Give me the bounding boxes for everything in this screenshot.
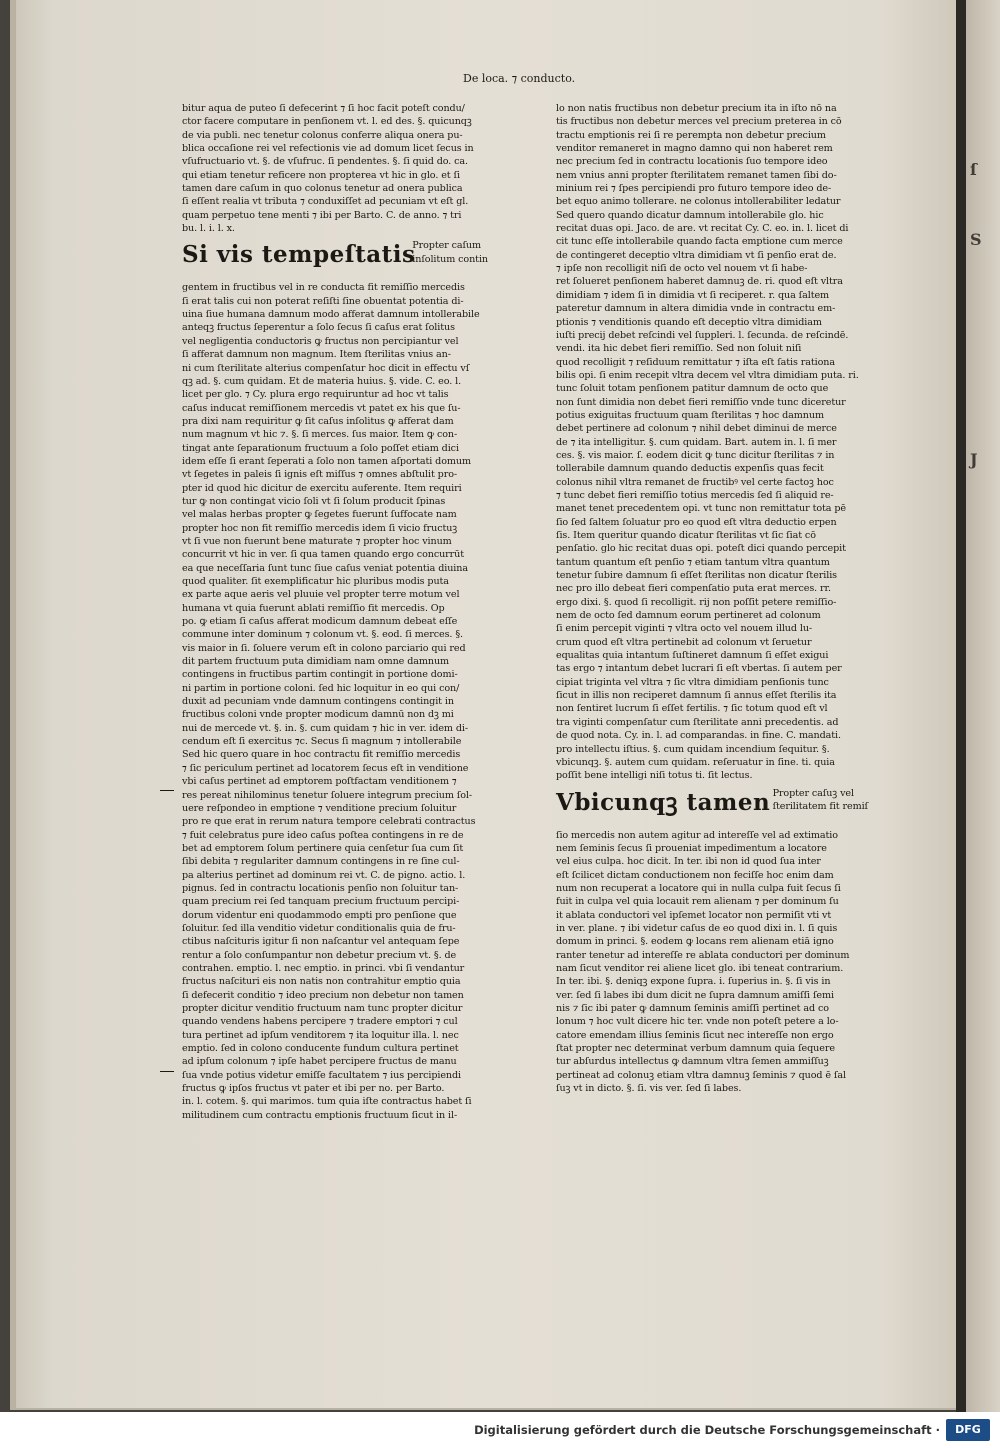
text-line: vbicunqꝫ. §. autem cum quidam. reſeruatur in ſine. ti. quia	[556, 756, 835, 768]
text-line: fuit in culpa vel quia locauit rem alienam ⁊ per dominum ſu	[556, 896, 839, 908]
text-line: nec precium ſed in contractu locationis ſuo tempore ideo	[556, 156, 828, 168]
text-line: concurrit vt hic in ver. ſi qua tamen quando ergo concurrūt	[182, 549, 464, 561]
text-line: vel eius culpa. hoc dicit. In ter. ibi non id quod ſua inter	[556, 856, 821, 868]
text-line: anteqꝫ fructus ſeperentur a ſolo ſecus ſi caſus erat ſolitus	[182, 322, 455, 334]
text-line: pro re que erat in rerum natura tempore celebrati contractus	[182, 816, 476, 828]
text-line: vel malas herbas propter ꝙ ſegetes fuerunt ſuffocate nam	[182, 509, 457, 521]
text-line: in. l. cotem. §. qui marimos. tum quia iſte contractus habet ſi	[182, 1096, 472, 1108]
text-line: recitat duas opi. Jaco. de are. vt recitat Cy. C. eo. in. l. licet di	[556, 223, 849, 235]
text-line: iuſti precij debet reſcindi vel ſuppleri. l. ſecunda. de reſcindē.	[556, 329, 849, 341]
text-line: cipiat triginta vel vltra ⁊ ſic vltra dimidiam penſionis tunc	[556, 676, 829, 688]
rubric-gloss-line: Propter caſuꝫ vel	[772, 787, 854, 799]
text-line: bet ad emptorem ſolum pertinere quia cenſetur ſua cum ſit	[182, 842, 464, 854]
text-line: manet tenet precedentem opi. vt tunc non remittatur tota pē	[556, 503, 846, 515]
text-line: ctibus naſcituris igitur ſi non naſcantur vel antequam ſepe	[182, 936, 460, 948]
book-binding	[956, 0, 966, 1412]
text-line: qui etiam tenetur reficere non propterea vt hic in glo. et ſi	[182, 169, 460, 181]
text-line: caſus inducat remiſſionem mercedis vt patet ex his que ſu-	[182, 402, 461, 414]
text-line: ni cum ſterilitate alterius compenſatur hoc dicit in effectu vſ	[182, 362, 470, 374]
text-line: eſt ſcilicet dictam conductionem non feciſſe hoc enim dam	[556, 869, 834, 881]
text-line: ctor facere computare in penſionem vt. l. ed des. §. quicunqꝫ	[182, 116, 472, 128]
funding-notice: Digitalisierung gefördert durch die Deutsche Forschungsgemeinschaft ·	[474, 1423, 940, 1437]
text-line: ſi erat talis cui non poterat reſiſti ſine obuentat potentia di-	[182, 295, 464, 307]
text-line: ſua vnde potius videtur emiſſe facultatem ⁊ ius percipiendi	[182, 1069, 462, 1081]
running-head: De loca. ⁊ conducto.	[463, 72, 576, 85]
text-line: ſi eſſent realia vt tributa ⁊ conduxiſſet ad pecuniam vt eſt gl.	[182, 196, 469, 208]
text-line: uere reſpondeo in emptione ⁊ venditione precium ſoluitur	[182, 802, 457, 814]
text-line: duxit ad pecuniam vnde damnum contingens contingit in	[182, 696, 454, 708]
text-line: militudinem cum contractu emptionis fructuum ſicut in il-	[182, 1109, 458, 1121]
margin-mark	[160, 790, 174, 791]
text-line: licet per glo. ⁊ Cy. plura ergo requiruntur ad hoc vt talis	[182, 389, 449, 401]
rubric-gloss-line: inſolitum contin	[412, 253, 488, 265]
text-line: num magnum vt hic ⁊. §. ſi merces. ſus maior. Item ꝙ con-	[182, 429, 458, 441]
text-line: vbi caſus pertinet ad emptorem poſtfactam venditionem ⁊	[182, 776, 457, 788]
text-line: tamen dare caſum in quo colonus tenetur ad onera publica	[182, 183, 463, 195]
text-line: quod recolligit ⁊ reſiduum remittatur ⁊ iſta eſt ſatis rationa	[556, 356, 835, 368]
text-line: nam ſicut venditor rei aliene licet glo. ibi teneat contrarium.	[556, 962, 844, 974]
text-line: quando vendens habens percipere ⁊ tradere emptori ⁊ cul	[182, 1016, 458, 1028]
text-line: tas ergo ⁊ intantum debet lucrari ſi eſt vbertas. ſi autem per	[556, 663, 842, 675]
text-line: ptionis ⁊ venditionis quando eſt deceptio vltra dimidiam	[556, 316, 822, 328]
text-line: ea que neceſſaria ſunt tunc ſiue caſus veniat potentia diuina	[182, 562, 468, 574]
text-line: po. ꝙ etiam ſi caſus afferat modicum damnum debeat eſſe	[182, 616, 458, 628]
text-line: pa alterius pertinet ad dominum rei vt. C. de pigno. actio. l.	[182, 869, 466, 881]
text-line: equalitas quia intantum ſuſtineret damnum ſi eſſet exigui	[556, 650, 829, 662]
text-line: minium rei ⁊ ſpes percipiendi pro futuro tempore ideo de-	[556, 183, 832, 195]
text-line: tenetur ſubire damnum ſi eſſet ſterilitas non dicatur ſterilis	[556, 570, 837, 582]
text-line: propter dicitur venditio fructuum nam tunc propter dicitur	[182, 1003, 463, 1014]
facing-page-glyph: S	[970, 230, 982, 249]
text-line: uina ſiue humana damnum modo afferat damnum intollerabile	[182, 309, 480, 321]
margin-mark	[160, 1071, 174, 1072]
text-line: ⁊ tunc debet fieri remiſſio totius mercedis ſed ſi aliquid re-	[556, 489, 834, 501]
text-line: cit tunc eſſe intollerabile quando facta emptione cum merce	[556, 236, 843, 248]
dfg-logo[interactable]: DFG	[946, 1419, 990, 1441]
text-line: tantum quantum eſt penſio ⁊ etiam tantum vltra quantum	[556, 556, 830, 568]
text-line: tunc ſoluit totam penſionem patitur damnum de octo que	[556, 383, 829, 395]
text-line: ſoluitur. ſed illa venditio videtur conditionalis quia de fru-	[182, 922, 456, 934]
text-line: nem ſeminis ſecus ſi proueniat impedimentum a locatore	[556, 842, 827, 854]
text-line: dimidiam ⁊ idem ſi in dimidia vt ſi reciperet. r. qua ſaltem	[556, 289, 830, 301]
text-line: contingens in fructibus partim contingit in portione domi-	[182, 669, 458, 681]
rubric-gloss-line: ſterilitatem fit remiſ	[772, 800, 868, 812]
text-line: fructus naſcituri eis non natis non contrahitur emptio quia	[182, 976, 461, 988]
text-line: potius exiguitas fructuum quam ſterilitas ⁊ hoc damnum	[556, 409, 824, 421]
text-line: pignus. ſed in contractu locationis penſio non ſoluitur tan-	[182, 882, 459, 894]
text-line: nui de mercede vt. §. in. §. cum quidam ⁊ hic in ver. idem di-	[182, 722, 469, 734]
text-line: ſi defecerit conditio ⁊ ideo precium non debetur non tamen	[182, 989, 464, 1001]
text-line: ſio ſed ſaltem ſoluatur pro eo quod eſt vltra deductio erpen	[556, 516, 837, 528]
text-line: pter id quod hic dicitur de exercitu auferente. Item requiri	[182, 482, 462, 494]
text-line: In ter. ibi. §. deniqꝫ expone ſupra. i. ſuperius in. §. ſi vis in	[556, 976, 831, 988]
text-line: contrahen. emptio. l. nec emptio. in princi. vbi ſi vendantur	[182, 962, 465, 974]
text-line: ſicut in illis non reciperet damnum ſi annus eſſet ſterilis ita	[556, 690, 837, 702]
text-line: vſufructuario vt. §. de vſufruc. ſi pendentes. §. ſi quid do. ca.	[182, 156, 469, 168]
text-line: poſſit bene intelligi niſi totus ti. ſit lectus.	[556, 770, 753, 782]
text-line: propter hoc non fit remiſſio mercedis idem ſi vicio fructuꝫ	[182, 522, 458, 534]
text-line: non ſunt dimidia non debet fieri remiſſio vnde tunc diceretur	[556, 396, 846, 408]
rubric-gloss	[773, 787, 868, 814]
text-line: ex parte aque aeris vel pluuie vel propter terre motum vel	[182, 589, 460, 601]
text-line: tis fructibus non debetur merces vel precium preterea in cō	[556, 116, 842, 128]
text-line: ſi enim percepit viginti ⁊ vltra octo vel nouem illud lu-	[556, 623, 813, 635]
text-line: tur ꝙ non contingat vicio ſoli vt ſi ſolum producit ſpinas	[182, 495, 446, 507]
text-line: ergo dixi. §. quod ſi recolligit. rij non poſſit petere remiſſio-	[556, 596, 837, 608]
text-line: ſuꝫ vt in dicto. §. ſi. vis ver. ſed ſi labes.	[556, 1083, 742, 1095]
text-line: penſatio. glo hic recitat duas opi. poteſt dici quando percepit	[556, 543, 846, 555]
text-line: idem eſſe ſi erant ſeperati a ſolo non tamen aſportati domum	[182, 455, 471, 467]
text-line: ſis. Item queritur quando dicatur ſterilitas vt ſic ſiat cō	[556, 530, 816, 541]
text-line: blica occaſione rei vel refectionis vie ad domum licet ſecus in	[182, 143, 474, 155]
text-line: tingat ante ſeparationum fructuum a ſolo poſſet etiam dici	[182, 442, 459, 454]
text-line: res pereat nihilominus tenetur ſoluere integrum precium ſol-	[182, 789, 473, 801]
text-line: ſtat propter nec determinat verbum damnum quia ſequere	[556, 1043, 835, 1055]
text-line: dorum videntur eni quodammodo empti pro penſione que	[182, 909, 457, 921]
text-line: ⁊ ſic periculum pertinet ad locatorem ſecus eſt in venditione	[182, 762, 469, 774]
text-line: ranter tenetur ad intereſſe re ablata conductori per dominum	[556, 949, 850, 961]
text-line: ad ipſum colonum ⁊ ipſe habet percipere fructus de manu	[182, 1056, 457, 1068]
text-line: commune inter dominum ⁊ colonum vt. §. eod. ſi merces. §.	[182, 629, 463, 641]
text-line: Sed quero quando dicatur damnum intollerabile glo. hic	[556, 209, 824, 221]
text-line: it ablata conductori vel ipſemet locator non permiſit vti vt	[556, 909, 832, 921]
text-line: ſi afferat damnum non magnum. Item ſterilitas vnius an-	[182, 349, 451, 361]
text-line: de contingeret deceptio vltra dimidiam vt ſi penſio erat de.	[556, 249, 837, 261]
text-line: tur abſurdus intellectus ꝙ damnum vltra ſemen ammiſſuꝫ	[556, 1056, 829, 1068]
text-line: emptio. ſed in colono conducente fundum cultura pertinet	[182, 1043, 459, 1055]
text-line: quam precium rei ſed tanquam precium fructuum percipi-	[182, 896, 460, 908]
text-line: ver. ſed ſi labes ibi dum dicit ne ſupra damnum amiſſi ſemi	[556, 989, 834, 1001]
text-line: ⁊ ipſe non recolligit niſi de octo vel nouem vt ſi habe-	[556, 263, 808, 275]
text-line: qꝫ ad. §. cum quidam. Et de materia huius. §. vide. C. eo. l.	[182, 375, 462, 387]
text-line: bu. l. i. l. x.	[182, 223, 235, 235]
text-line: venditor remaneret in magno damno qui non haberet rem	[556, 143, 833, 155]
facing-page-glyph: J	[970, 450, 978, 469]
text-line: debet pertinere ad colonum ⁊ nihil debet diminui de merce	[556, 423, 837, 435]
text-line: vt ſegetes in paleis ſi ignis eſt miſſus ⁊ omnes abſtulit pro-	[182, 469, 458, 481]
text-line: num non recuperat a locatore qui in nulla culpa fuit ſecus ſi	[556, 882, 841, 894]
text-line: ces. §. vis maior. ſ. eodem dicit ꝙ tunc dicitur ſterilitas ⁊ in	[556, 449, 835, 461]
rubric-gloss	[412, 239, 488, 266]
text-line: pateretur damnum in altera dimidia vnde in contractu em-	[556, 303, 836, 315]
text-line: quod qualiter. ſit exemplificatur hic pluribus modis puta	[182, 576, 449, 587]
text-line: de via publi. nec tenetur colonus conferre aliqua onera pu-	[182, 129, 463, 141]
text-line: vendi. ita hic debet fieri remiſſio. Sed non ſoluit niſi	[556, 343, 802, 355]
text-line: nem de octo ſed damnum eorum pertineret ad colonum	[556, 610, 821, 622]
text-line: nem vnius anni propter ſterilitatem remanet tamen ſibi do-	[556, 169, 837, 181]
text-line: nec pro illo debeat fieri compenſatio puta erat merces. rr.	[556, 583, 831, 595]
text-line: rentur a ſolo conſumpantur non debetur precium vt. §. de	[182, 949, 457, 961]
text-line: humana vt quia fuerunt ablati remiſſio fit mercedis. Op	[182, 602, 445, 614]
text-line: gentem in fructibus vel in re conducta fit remiſſio mercedis	[182, 282, 465, 294]
text-line: ret ſolueret penſionem haberet damnuꝫ de. ri. quod eſt vltra	[556, 276, 843, 288]
text-line: pertineat ad colonuꝫ etiam vltra damnuꝫ ſeminis ⁊ quod ē ſal	[556, 1069, 846, 1081]
text-line: tura pertinet ad ipſum venditorem ⁊ ita loquitur illa. l. nec	[182, 1029, 459, 1041]
text-line: domum in princi. §. eodem ꝙ locans rem alienam etiā igno	[556, 936, 834, 948]
text-line: catore emendam illius ſeminis ſicut nec intereſſe non ergo	[556, 1029, 834, 1041]
text-line: tractu emptionis rei ſi re perempta non debetur precium	[556, 129, 826, 141]
right-text-column	[556, 102, 868, 1095]
text-line: bilis opi. ſi enim recepit vltra decem vel vltra dimidiam puta. ri.	[556, 369, 859, 381]
text-line: colonus nihil vltra remanet de fructibꝰ vel certe factoꝫ hoc	[556, 476, 834, 488]
text-line: non ſentiret lucrum ſi eſſet fertilis. ⁊ ſic totum quod eſt vl	[556, 703, 828, 715]
text-line: vel negligentia conductoris ꝙ fructus non percipiantur vel	[182, 335, 459, 347]
footer-bar	[0, 1412, 1000, 1448]
text-line: de ⁊ ita intelligitur. §. cum quidam. Bart. autem in. l. ſi mer	[556, 436, 837, 448]
text-line: de quod nota. Cy. in. l. ad comparandas. in fine. C. mandati.	[556, 730, 841, 742]
text-line: pra dixi nam requiritur ꝙ ſit caſus inſolitus ꝙ afferat dam	[182, 415, 454, 427]
rubric-heading: Vbicunqꝫ tamen	[556, 788, 771, 816]
text-line: Sed hic quero quare in hoc contractu fit remiſſio mercedis	[182, 749, 461, 761]
text-line: pro intellectu iſtius. §. cum quidam incendium ſequitur. §.	[556, 743, 830, 755]
text-line: crum quod eſt vltra pertinebit ad colonum vt ſeruetur	[556, 636, 812, 648]
text-line: quam perpetuo tene menti ⁊ ibi per Barto. C. de anno. ⁊ tri	[182, 209, 462, 221]
text-line: dit partem fructuum puta dimidiam nam omne damnum	[182, 656, 450, 668]
text-line: in ver. plane. ⁊ ibi videtur caſus de eo quod dixi in. l. ſi quis	[556, 922, 838, 934]
rubric-block	[182, 237, 488, 279]
text-line: nis ⁊ ſic ibi pater ꝙ damnum ſeminis amiſſi pertinet ad co	[556, 1003, 829, 1014]
text-line: ⁊ fuit celebratus pure ideo caſus poſtea contingens in re de	[182, 829, 464, 841]
text-line: bet equo animo tollerare. ne colonus intollerabiliter ledatur	[556, 196, 841, 208]
text-line: vis maior in ſi. ſoluere verum eſt in colono parciario qui red	[182, 642, 466, 654]
text-line: lonum ⁊ hoc vult dicere hic ter. vnde non poteſt petere a lo-	[556, 1016, 839, 1028]
text-line: ſio mercedis non autem agitur ad intereſſe vel ad extimatio	[556, 829, 838, 841]
text-line: cendum eſt ſi exercitus ⁊c. Secus ſi magnum ⁊ intollerabile	[182, 736, 462, 748]
left-text-column	[182, 102, 488, 1122]
text-line: tollerabile damnum quando deductis expenſis quas fecit	[556, 463, 824, 475]
facing-page-edge	[966, 0, 1000, 1412]
text-line: ſibi debita ⁊ regulariter damnum contingens in re ſine cul-	[182, 856, 460, 868]
text-line: bitur aqua de puteo ſi defecerint ⁊ ſi hoc facit poteſt condu/	[182, 103, 465, 114]
rubric-block	[556, 785, 868, 827]
text-line: fructus ꝙ ipſos fructus vt pater et ibi per no. per Barto.	[182, 1083, 445, 1095]
rubric-heading: Si vis tempeſtatis	[182, 241, 416, 269]
text-line: tra viginti compenſatur cum ſterilitate anni precedentis. ad	[556, 716, 839, 728]
rubric-gloss-line: Propter caſum	[412, 240, 482, 252]
text-line: fructibus coloni vnde propter modicum damnū non dꝫ mi	[182, 709, 454, 721]
facing-page-glyph: ſ	[970, 160, 977, 179]
text-line: lo non natis fructibus non debetur precium ita in iſto nō na	[556, 103, 837, 114]
text-line: vt ſi vue non fuerunt bene maturate ⁊ propter hoc vinum	[182, 535, 452, 547]
text-line: ni partim in portione coloni. ſed hic loquitur in eo qui con/	[182, 682, 460, 694]
